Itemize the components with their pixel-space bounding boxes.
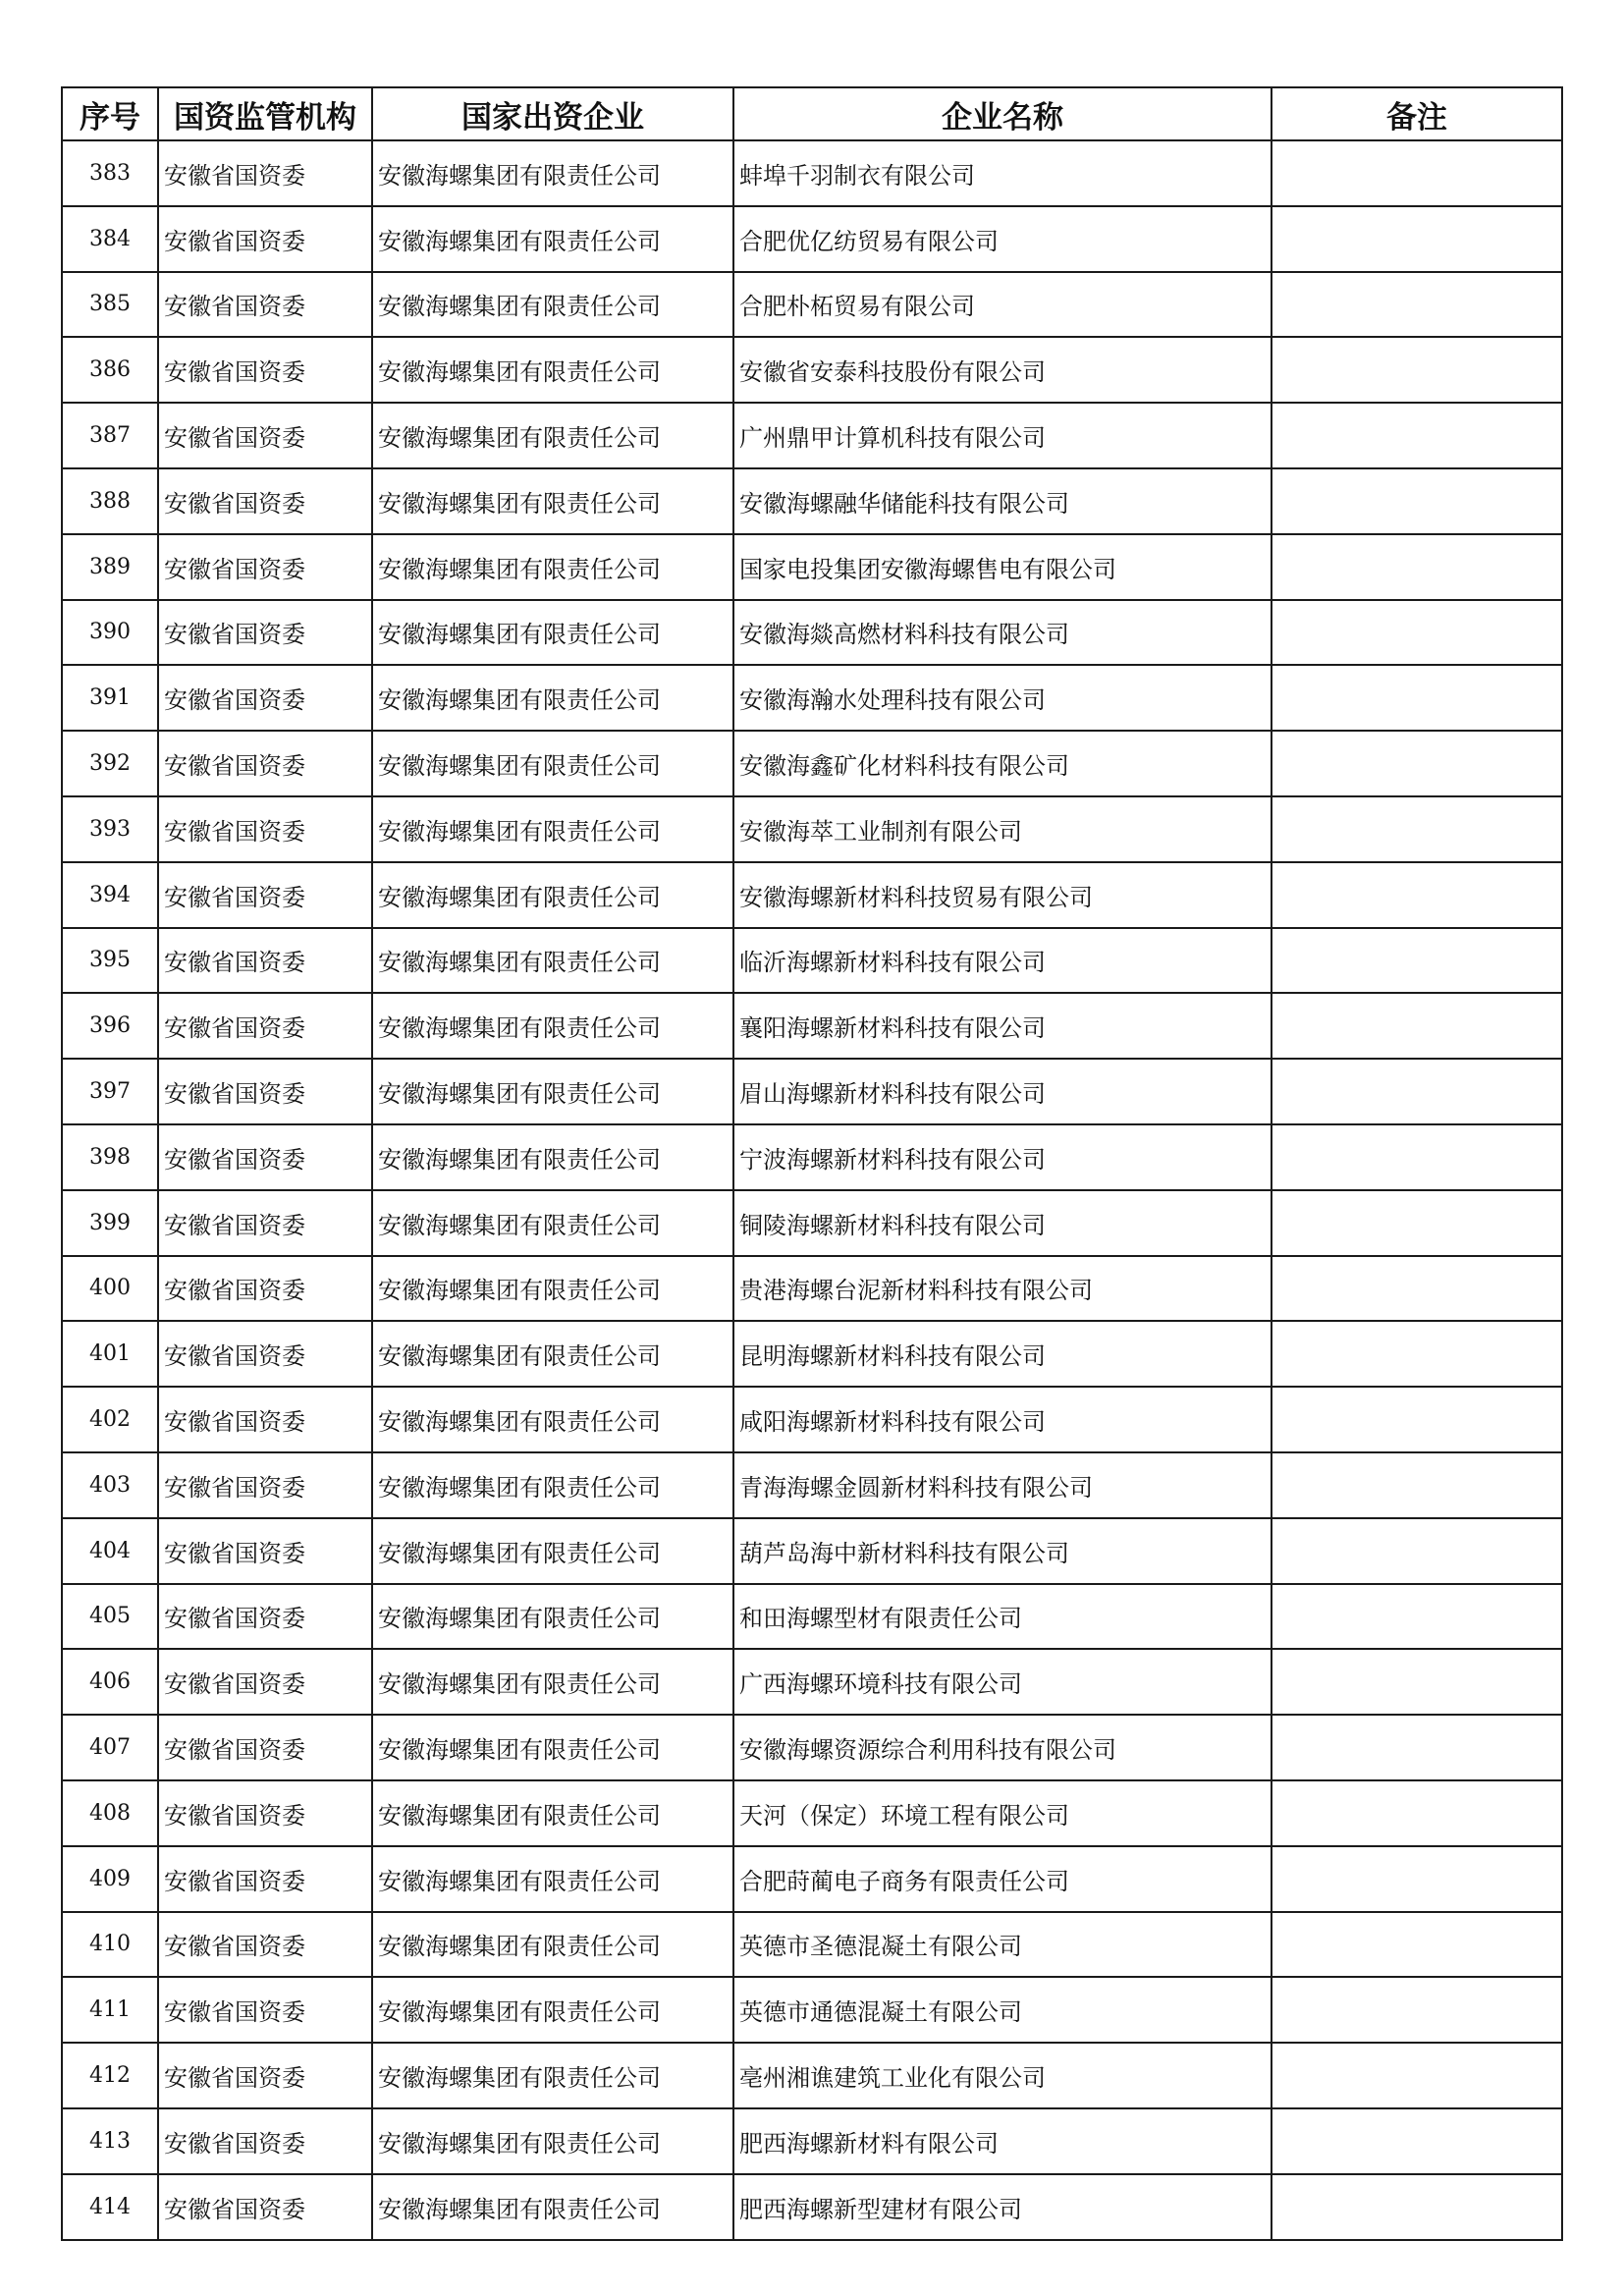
cell-serial-number: 410 xyxy=(62,1912,158,1978)
cell-regulator: 安徽省国资委 xyxy=(158,796,372,862)
cell-regulator: 安徽省国资委 xyxy=(158,1190,372,1256)
cell-state-investor: 安徽海螺集团有限责任公司 xyxy=(372,1452,733,1518)
cell-enterprise-name: 铜陵海螺新材料科技有限公司 xyxy=(733,1190,1271,1256)
header-regulator: 国资监管机构 xyxy=(158,87,372,140)
cell-remark xyxy=(1271,1124,1562,1190)
cell-enterprise-name: 安徽海螺资源综合利用科技有限公司 xyxy=(733,1715,1271,1780)
cell-state-investor: 安徽海螺集团有限责任公司 xyxy=(372,403,733,468)
cell-state-investor: 安徽海螺集团有限责任公司 xyxy=(372,468,733,534)
cell-regulator: 安徽省国资委 xyxy=(158,2108,372,2174)
cell-enterprise-name: 葫芦岛海中新材料科技有限公司 xyxy=(733,1518,1271,1584)
cell-remark xyxy=(1271,1256,1562,1322)
cell-remark xyxy=(1271,337,1562,403)
cell-state-investor: 安徽海螺集团有限责任公司 xyxy=(372,665,733,731)
cell-enterprise-name: 广州鼎甲计算机科技有限公司 xyxy=(733,403,1271,468)
cell-enterprise-name: 亳州湘谯建筑工业化有限公司 xyxy=(733,2043,1271,2108)
cell-remark xyxy=(1271,600,1562,666)
cell-serial-number: 401 xyxy=(62,1321,158,1387)
cell-serial-number: 386 xyxy=(62,337,158,403)
cell-remark xyxy=(1271,1387,1562,1452)
cell-enterprise-name: 贵港海螺台泥新材料科技有限公司 xyxy=(733,1256,1271,1322)
cell-state-investor: 安徽海螺集团有限责任公司 xyxy=(372,1321,733,1387)
table-row xyxy=(62,1190,1562,1256)
cell-serial-number: 407 xyxy=(62,1715,158,1780)
table-header xyxy=(62,87,1562,140)
cell-regulator: 安徽省国资委 xyxy=(158,1846,372,1912)
cell-serial-number: 404 xyxy=(62,1518,158,1584)
cell-regulator: 安徽省国资委 xyxy=(158,2043,372,2108)
table-row xyxy=(62,731,1562,796)
cell-enterprise-name: 天河（保定）环境工程有限公司 xyxy=(733,1780,1271,1846)
cell-remark xyxy=(1271,796,1562,862)
cell-state-investor: 安徽海螺集团有限责任公司 xyxy=(372,272,733,338)
table-row xyxy=(62,1124,1562,1190)
cell-serial-number: 411 xyxy=(62,1977,158,2043)
table-row xyxy=(62,1912,1562,1978)
cell-remark xyxy=(1271,206,1562,272)
cell-regulator: 安徽省国资委 xyxy=(158,600,372,666)
cell-remark xyxy=(1271,2043,1562,2108)
cell-enterprise-name: 安徽海螺融华储能科技有限公司 xyxy=(733,468,1271,534)
cell-remark xyxy=(1271,1321,1562,1387)
cell-enterprise-name: 青海海螺金圆新材料科技有限公司 xyxy=(733,1452,1271,1518)
cell-regulator: 安徽省国资委 xyxy=(158,1518,372,1584)
cell-remark xyxy=(1271,272,1562,338)
table-row xyxy=(62,534,1562,600)
cell-remark xyxy=(1271,403,1562,468)
table-row xyxy=(62,1256,1562,1322)
cell-remark xyxy=(1271,1846,1562,1912)
cell-enterprise-name: 蚌埠千羽制衣有限公司 xyxy=(733,140,1271,206)
cell-state-investor: 安徽海螺集团有限责任公司 xyxy=(372,1912,733,1978)
cell-regulator: 安徽省国资委 xyxy=(158,1715,372,1780)
table-row xyxy=(62,2108,1562,2174)
table-row xyxy=(62,2174,1562,2240)
cell-remark xyxy=(1271,993,1562,1059)
cell-regulator: 安徽省国资委 xyxy=(158,403,372,468)
table-row xyxy=(62,928,1562,994)
cell-enterprise-name: 安徽省安泰科技股份有限公司 xyxy=(733,337,1271,403)
cell-remark xyxy=(1271,1649,1562,1715)
cell-enterprise-name: 肥西海螺新型建材有限公司 xyxy=(733,2174,1271,2240)
cell-remark xyxy=(1271,2174,1562,2240)
table-row xyxy=(62,1846,1562,1912)
table-row xyxy=(62,600,1562,666)
cell-regulator: 安徽省国资委 xyxy=(158,1124,372,1190)
cell-remark xyxy=(1271,928,1562,994)
cell-regulator: 安徽省国资委 xyxy=(158,1256,372,1322)
cell-remark xyxy=(1271,1452,1562,1518)
cell-remark xyxy=(1271,1912,1562,1978)
cell-enterprise-name: 安徽海萃工业制剂有限公司 xyxy=(733,796,1271,862)
cell-enterprise-name: 合肥莳蔺电子商务有限责任公司 xyxy=(733,1846,1271,1912)
cell-serial-number: 396 xyxy=(62,993,158,1059)
cell-enterprise-name: 合肥优亿纺贸易有限公司 xyxy=(733,206,1271,272)
table-row xyxy=(62,1452,1562,1518)
cell-regulator: 安徽省国资委 xyxy=(158,1912,372,1978)
cell-enterprise-name: 英德市圣德混凝土有限公司 xyxy=(733,1912,1271,1978)
cell-state-investor: 安徽海螺集团有限责任公司 xyxy=(372,1387,733,1452)
cell-regulator: 安徽省国资委 xyxy=(158,1059,372,1124)
cell-serial-number: 392 xyxy=(62,731,158,796)
cell-enterprise-name: 安徽海燚高燃材料科技有限公司 xyxy=(733,600,1271,666)
cell-enterprise-name: 和田海螺型材有限责任公司 xyxy=(733,1584,1271,1650)
cell-enterprise-name: 昆明海螺新材料科技有限公司 xyxy=(733,1321,1271,1387)
cell-remark xyxy=(1271,1190,1562,1256)
cell-regulator: 安徽省国资委 xyxy=(158,993,372,1059)
table-row xyxy=(62,862,1562,928)
cell-enterprise-name: 临沂海螺新材料科技有限公司 xyxy=(733,928,1271,994)
cell-enterprise-name: 肥西海螺新材料有限公司 xyxy=(733,2108,1271,2174)
cell-serial-number: 389 xyxy=(62,534,158,600)
cell-regulator: 安徽省国资委 xyxy=(158,1977,372,2043)
cell-enterprise-name: 国家电投集团安徽海螺售电有限公司 xyxy=(733,534,1271,600)
table-row xyxy=(62,403,1562,468)
cell-state-investor: 安徽海螺集团有限责任公司 xyxy=(372,534,733,600)
table-row xyxy=(62,1977,1562,2043)
cell-state-investor: 安徽海螺集团有限责任公司 xyxy=(372,1977,733,2043)
cell-serial-number: 414 xyxy=(62,2174,158,2240)
cell-remark xyxy=(1271,862,1562,928)
cell-regulator: 安徽省国资委 xyxy=(158,928,372,994)
cell-serial-number: 384 xyxy=(62,206,158,272)
cell-serial-number: 394 xyxy=(62,862,158,928)
table-row xyxy=(62,2043,1562,2108)
cell-regulator: 安徽省国资委 xyxy=(158,862,372,928)
cell-state-investor: 安徽海螺集团有限责任公司 xyxy=(372,1190,733,1256)
table-row xyxy=(62,468,1562,534)
table-row xyxy=(62,140,1562,206)
cell-state-investor: 安徽海螺集团有限责任公司 xyxy=(372,1256,733,1322)
cell-regulator: 安徽省国资委 xyxy=(158,731,372,796)
cell-remark xyxy=(1271,731,1562,796)
cell-serial-number: 385 xyxy=(62,272,158,338)
cell-enterprise-name: 安徽海瀚水处理科技有限公司 xyxy=(733,665,1271,731)
cell-serial-number: 409 xyxy=(62,1846,158,1912)
cell-state-investor: 安徽海螺集团有限责任公司 xyxy=(372,993,733,1059)
cell-serial-number: 413 xyxy=(62,2108,158,2174)
table-body xyxy=(62,140,1562,2240)
cell-serial-number: 390 xyxy=(62,600,158,666)
cell-serial-number: 408 xyxy=(62,1780,158,1846)
cell-state-investor: 安徽海螺集团有限责任公司 xyxy=(372,1518,733,1584)
cell-remark xyxy=(1271,468,1562,534)
cell-remark xyxy=(1271,1977,1562,2043)
cell-remark xyxy=(1271,1584,1562,1650)
table-row xyxy=(62,1387,1562,1452)
cell-state-investor: 安徽海螺集团有限责任公司 xyxy=(372,2174,733,2240)
table-row xyxy=(62,206,1562,272)
cell-enterprise-name: 安徽海螺新材料科技贸易有限公司 xyxy=(733,862,1271,928)
cell-serial-number: 393 xyxy=(62,796,158,862)
header-enterprise-name: 企业名称 xyxy=(733,87,1271,140)
cell-state-investor: 安徽海螺集团有限责任公司 xyxy=(372,140,733,206)
cell-enterprise-name: 襄阳海螺新材料科技有限公司 xyxy=(733,993,1271,1059)
cell-serial-number: 403 xyxy=(62,1452,158,1518)
table-row xyxy=(62,1321,1562,1387)
cell-serial-number: 412 xyxy=(62,2043,158,2108)
cell-state-investor: 安徽海螺集团有限责任公司 xyxy=(372,796,733,862)
cell-state-investor: 安徽海螺集团有限责任公司 xyxy=(372,862,733,928)
cell-remark xyxy=(1271,534,1562,600)
cell-enterprise-name: 眉山海螺新材料科技有限公司 xyxy=(733,1059,1271,1124)
cell-serial-number: 402 xyxy=(62,1387,158,1452)
cell-enterprise-name: 广西海螺环境科技有限公司 xyxy=(733,1649,1271,1715)
cell-serial-number: 395 xyxy=(62,928,158,994)
cell-enterprise-name: 合肥朴柘贸易有限公司 xyxy=(733,272,1271,338)
cell-serial-number: 398 xyxy=(62,1124,158,1190)
cell-serial-number: 405 xyxy=(62,1584,158,1650)
cell-remark xyxy=(1271,1059,1562,1124)
header-serial-number: 序号 xyxy=(62,87,158,140)
cell-remark xyxy=(1271,140,1562,206)
cell-state-investor: 安徽海螺集团有限责任公司 xyxy=(372,1649,733,1715)
cell-state-investor: 安徽海螺集团有限责任公司 xyxy=(372,1780,733,1846)
cell-regulator: 安徽省国资委 xyxy=(158,468,372,534)
cell-regulator: 安徽省国资委 xyxy=(158,1780,372,1846)
cell-serial-number: 391 xyxy=(62,665,158,731)
header-state-investor: 国家出资企业 xyxy=(372,87,733,140)
cell-state-investor: 安徽海螺集团有限责任公司 xyxy=(372,731,733,796)
cell-regulator: 安徽省国资委 xyxy=(158,2174,372,2240)
cell-enterprise-name: 安徽海鑫矿化材料科技有限公司 xyxy=(733,731,1271,796)
table-row xyxy=(62,1649,1562,1715)
cell-regulator: 安徽省国资委 xyxy=(158,1584,372,1650)
cell-serial-number: 399 xyxy=(62,1190,158,1256)
cell-serial-number: 406 xyxy=(62,1649,158,1715)
cell-serial-number: 383 xyxy=(62,140,158,206)
cell-regulator: 安徽省国资委 xyxy=(158,534,372,600)
cell-regulator: 安徽省国资委 xyxy=(158,272,372,338)
cell-serial-number: 400 xyxy=(62,1256,158,1322)
cell-state-investor: 安徽海螺集团有限责任公司 xyxy=(372,928,733,994)
cell-enterprise-name: 宁波海螺新材料科技有限公司 xyxy=(733,1124,1271,1190)
table-row xyxy=(62,337,1562,403)
cell-serial-number: 387 xyxy=(62,403,158,468)
cell-enterprise-name: 咸阳海螺新材料科技有限公司 xyxy=(733,1387,1271,1452)
cell-regulator: 安徽省国资委 xyxy=(158,1321,372,1387)
cell-state-investor: 安徽海螺集团有限责任公司 xyxy=(372,1846,733,1912)
table-row xyxy=(62,1518,1562,1584)
cell-regulator: 安徽省国资委 xyxy=(158,1649,372,1715)
cell-enterprise-name: 英德市通德混凝土有限公司 xyxy=(733,1977,1271,2043)
cell-regulator: 安徽省国资委 xyxy=(158,1387,372,1452)
table-row xyxy=(62,665,1562,731)
cell-regulator: 安徽省国资委 xyxy=(158,206,372,272)
cell-remark xyxy=(1271,1518,1562,1584)
table-row xyxy=(62,1715,1562,1780)
table-row xyxy=(62,1059,1562,1124)
cell-remark xyxy=(1271,665,1562,731)
cell-regulator: 安徽省国资委 xyxy=(158,337,372,403)
cell-state-investor: 安徽海螺集团有限责任公司 xyxy=(372,1584,733,1650)
cell-remark xyxy=(1271,1780,1562,1846)
cell-serial-number: 388 xyxy=(62,468,158,534)
header-remark: 备注 xyxy=(1271,87,1562,140)
header-row xyxy=(62,87,1562,140)
cell-regulator: 安徽省国资委 xyxy=(158,140,372,206)
cell-state-investor: 安徽海螺集团有限责任公司 xyxy=(372,2043,733,2108)
cell-remark xyxy=(1271,2108,1562,2174)
cell-state-investor: 安徽海螺集团有限责任公司 xyxy=(372,1124,733,1190)
cell-state-investor: 安徽海螺集团有限责任公司 xyxy=(372,337,733,403)
cell-remark xyxy=(1271,1715,1562,1780)
table-row xyxy=(62,993,1562,1059)
cell-state-investor: 安徽海螺集团有限责任公司 xyxy=(372,2108,733,2174)
enterprise-list-table xyxy=(61,86,1563,2241)
table-row xyxy=(62,796,1562,862)
table-row xyxy=(62,1780,1562,1846)
cell-state-investor: 安徽海螺集团有限责任公司 xyxy=(372,600,733,666)
cell-regulator: 安徽省国资委 xyxy=(158,1452,372,1518)
cell-state-investor: 安徽海螺集团有限责任公司 xyxy=(372,206,733,272)
cell-regulator: 安徽省国资委 xyxy=(158,665,372,731)
cell-state-investor: 安徽海螺集团有限责任公司 xyxy=(372,1059,733,1124)
cell-serial-number: 397 xyxy=(62,1059,158,1124)
cell-state-investor: 安徽海螺集团有限责任公司 xyxy=(372,1715,733,1780)
table-row xyxy=(62,1584,1562,1650)
table-row xyxy=(62,272,1562,338)
